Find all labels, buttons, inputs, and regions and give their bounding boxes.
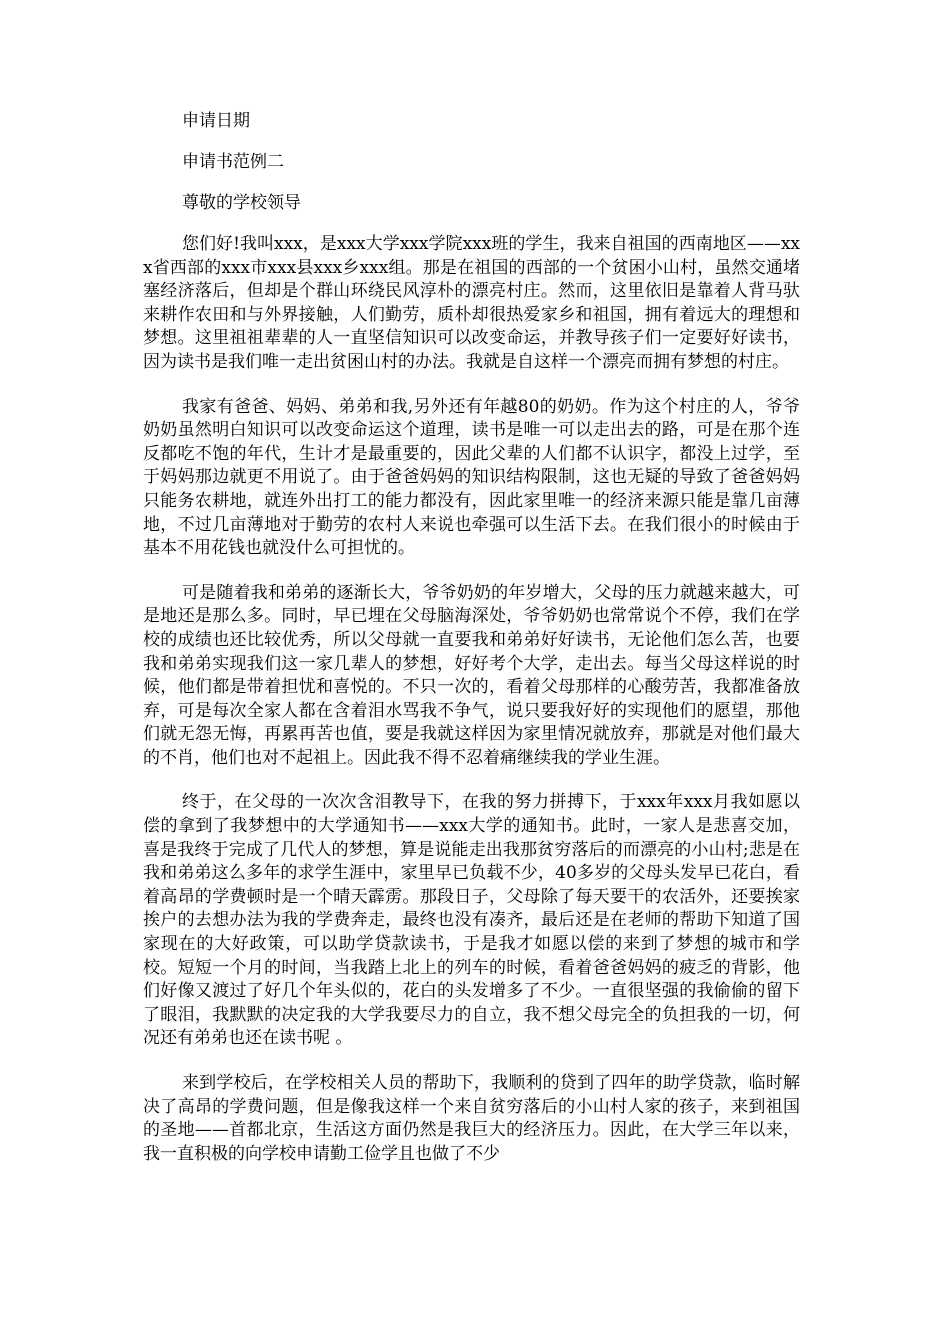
application-date-line: 申请日期 — [182, 111, 250, 131]
paragraph-family: 我家有爸爸、妈妈、弟弟和我,另外还有年越80的奶奶。作为这个村庄的人，爷爷奶奶虽然明白知识可以改变命运这个道理，读书是唯一可以走出去的路，可是在那个连反都吃不饱的年代，生计才是最重要的，因此父辈的人们都不认识字，都没上过学，至于妈妈那边就更不用说了。由于爸爸妈妈的知识结构限制，这也无疑的导致了爸爸妈妈只能务农耕地，就连外出打工的能力都没有，因此家里唯一的经济来源只能是靠几亩薄地，不过几亩薄地对于勤劳的农村人来说也牵强可以生活下去。在我们很小的时候由于基本不用花钱也就没什么可担忧的。 — [143, 396, 800, 559]
paragraph-parents-pressure: 可是随着我和弟弟的逐渐长大，爷爷奶奶的年岁增大，父母的压力就越来越大，可是地还是那么多。同时，早已埋在父母脑海深处，爷爷奶奶也常常说个不停，我们在学校的成绩也还比较优秀，所以父母就一直要我和弟弟好好读书，无论他们怎么苦，也要我和弟弟实现我们这一家几辈人的梦想，好好考个大学，走出去。每当父母这样说的时候，他们都是带着担忧和喜悦的。不只一次的，看着父母那样的心酸劳苦，我都准备放弃，可是每次全家人都在含着泪水骂我不争气，说只要我好好的实现他们的愿望，那他们就无怨无悔，再累再苦也值，要是我就这样因为家里情况就放弃，那就是对他们最大的不肖，他们也对不起祖上。因此我不得不忍着痛继续我的学业生涯。 — [143, 582, 800, 768]
paragraph-student-loan: 来到学校后，在学校相关人员的帮助下，我顺利的贷到了四年的助学贷款，临时解决了高昂的学费问题，但是像我这样一个来自贫穷落后的小山村人家的孩子，来到祖国的圣地——首都北京，生活这方面仍然是我巨大的经济压力。因此，在大学三年以来，我一直积极的向学校申请勤工俭学且也做了不少 — [143, 1073, 800, 1164]
paragraph-introduction: 您们好!我叫xxx，是xxx大学xxx学院xxx班的学生，我来自祖国的西南地区——xxx省西部的xxx市xxx县xxx乡xxx组。那是在祖国的西部的一个贫困小山村，虽然交通堵塞经济落后，但却是个群山环绕民风淳朴的漂亮村庄。然而，这里依旧是靠着人背马驮来耕作农田和与外界接触，人们勤劳，质朴却很热爱家乡和祖国，拥有着远大的理想和梦想。这里祖祖辈辈的人一直坚信知识可以改变命运，并教导孩子们一定要好好读书，因为读书是我们唯一走出贫困山村的办法。我就是自这样一个漂亮而拥有梦想的村庄。 — [143, 234, 800, 372]
example-title-line: 申请书范例二 — [182, 152, 284, 172]
paragraph-admission: 终于，在父母的一次次含泪教导下，在我的努力拼搏下，于xxx年xxx月我如愿以偿的拿到了我梦想中的大学通知书——xxx大学的通知书。此时，一家人是悲喜交加，喜是我终于完成了几代人的梦想，算是说能走出我那贫穷落后的而漂亮的小山村;悲是在我和弟弟这么多年的求学生涯中，家里早已负载不少，40多岁的父母头发早已花白，看着高昂的学费顿时是一个晴天霹雳。那段日子，父母除了每天要干的农活外，还要挨家挨户的去想办法为我的学费奔走，最终也没有凑齐，最后还是在老师的帮助下知道了国家现在的大好政策，可以助学贷款读书，于是我才如愿以偿的来到了梦想的城市和学校。短短一个月的时间，当我踏上北上的列车的时候，看着爸爸妈妈的疲乏的背影，他们好像又渡过了好几个年头似的，花白的头发增多了不少。一直很坚强的我偷偷的留下了眼泪，我默默的决定我的大学我要尽力的自立，我不想父母完全的负担我的一切，何况还有弟弟也还在读书呢 。 — [143, 792, 800, 1049]
document-page — [143, 110, 800, 1166]
salutation-line: 尊敬的学校领导 — [182, 193, 301, 213]
